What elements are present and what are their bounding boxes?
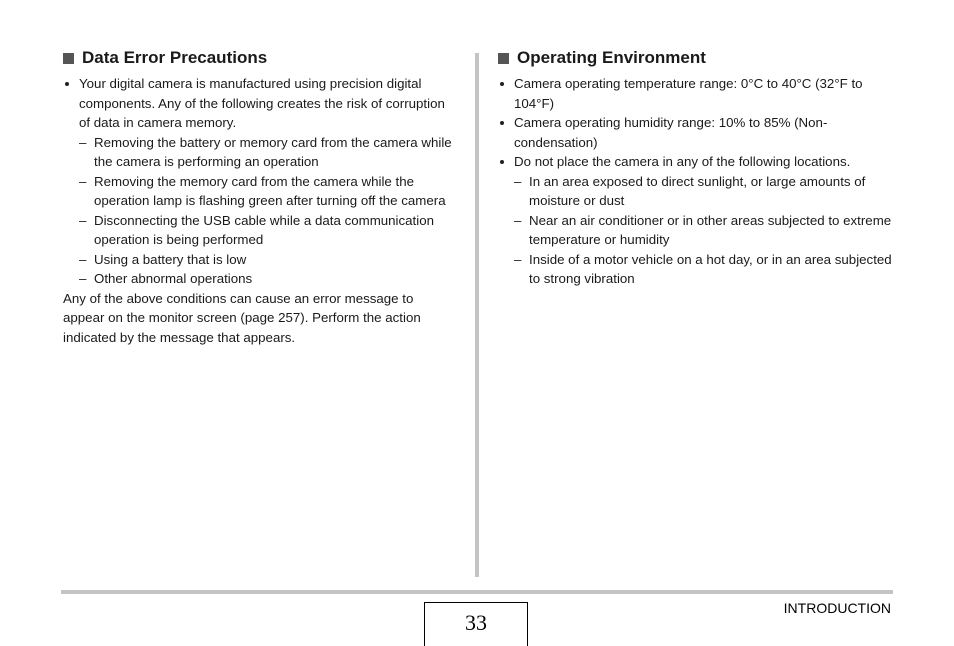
page-number: 33 — [424, 602, 528, 646]
section-heading — [498, 48, 893, 68]
section-heading — [63, 48, 458, 68]
dash-icon: – — [514, 251, 522, 267]
dash-icon: – — [79, 173, 87, 189]
list-item — [498, 172, 893, 211]
list-item — [63, 133, 458, 172]
list-item-text: Near an air conditioner or in other areas subjected to extreme temperature or humidity — [529, 212, 892, 247]
bullet-dot-icon — [500, 121, 504, 125]
column-divider — [475, 53, 479, 577]
list-item-text: Your digital camera is manufactured using precision digital components. Any of the following creates the risk of corruption of data in camera memory. — [79, 76, 445, 130]
list-item-text: Camera operating temperature range: 0°C to 40°C (32°F to 104°F) — [514, 76, 863, 111]
dash-icon: – — [79, 212, 87, 228]
dash-list — [63, 133, 458, 289]
square-bullet-icon — [63, 53, 74, 64]
list-item — [498, 113, 893, 152]
list-item-text: Camera operating humidity range: 10% to 85% (Non-condensation) — [514, 115, 828, 150]
dash-icon: – — [79, 271, 87, 286]
data-error-section — [63, 48, 458, 347]
list-item-text: In an area exposed to direct sunlight, or large amounts of moisture or dust — [529, 173, 866, 208]
list-item — [63, 74, 458, 289]
list-item — [63, 211, 458, 250]
bullet-dot-icon — [500, 82, 504, 86]
list-item — [498, 152, 893, 289]
dash-list — [498, 172, 893, 289]
bullet-dot-icon — [500, 160, 504, 164]
list-item-text: Disconnecting the USB cable while a data communication operation is being performed — [94, 212, 434, 247]
footer-rule — [61, 590, 893, 594]
heading-text: Operating Environment — [517, 48, 706, 67]
operating-environment-section — [498, 48, 893, 289]
dash-icon: – — [79, 251, 87, 267]
list-item-text: Other abnormal operations — [94, 271, 253, 286]
list-item — [498, 211, 893, 250]
bullet-list — [63, 74, 458, 289]
list-item-text: Do not place the camera in any of the following locations. — [514, 154, 851, 169]
dash-icon: – — [514, 173, 522, 189]
bullet-dot-icon — [65, 82, 69, 86]
closing-paragraph: Any of the above conditions can cause an error message to appear on the monitor screen (page 257). Perform the action indicated by the message that appears. — [63, 290, 421, 345]
square-bullet-icon — [498, 53, 509, 64]
bullet-list — [498, 74, 893, 289]
list-item — [63, 250, 458, 270]
list-item-text: Removing the memory card from the camera while the operation lamp is flashing green after turning off the camera — [94, 173, 446, 208]
section-label: INTRODUCTION — [783, 600, 891, 616]
list-item — [63, 269, 458, 289]
list-item-text: Using a battery that is low — [94, 251, 247, 267]
list-item — [63, 172, 458, 211]
list-item-text: Inside of a motor vehicle on a hot day, or in an area subjected to strong vibration — [529, 251, 892, 286]
dash-icon: – — [79, 134, 87, 150]
list-item — [498, 250, 893, 289]
heading-text: Data Error Precautions — [82, 48, 268, 67]
list-item — [498, 74, 893, 113]
dash-icon: – — [514, 212, 522, 228]
list-item-text: Removing the battery or memory card from the camera while the camera is performing an operation — [94, 134, 452, 169]
